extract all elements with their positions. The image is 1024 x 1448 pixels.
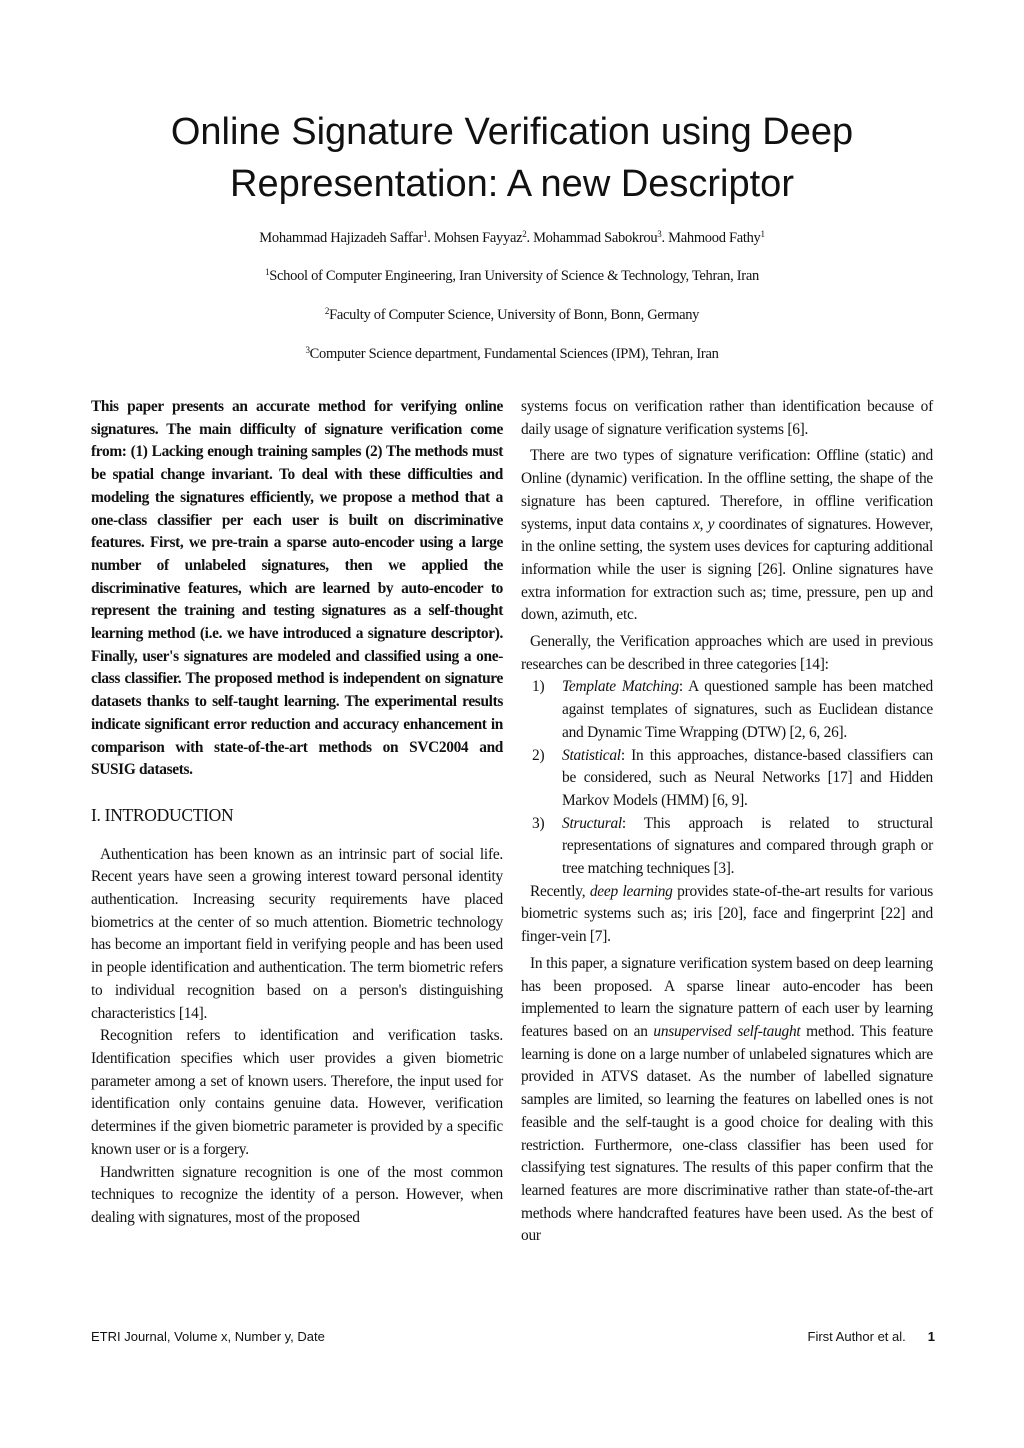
body-paragraph: Recently, deep learning provides state-of-the-art results for various biometric systems such as; iris [20], face and fingerprint [22] and finger-vein [7]. — [521, 882, 933, 946]
left-column — [91, 396, 503, 1230]
title-line-2: Representation: A new Descriptor — [230, 163, 794, 205]
title-line-1: Online Signature Verification using Deep — [170, 111, 854, 153]
intro-paragraph: Authentication has been known as an intrinsic part of social life. Recent years have seen a growing interest toward personal identity authentication. Increasing security requirements have placed biometrics at the center of so much attention. Biometric technology has become an important field in verifying people and has been used in people identification and authentication. The term biometric refers to individual recognition based on a person's distinguishing characteristics [14]. — [91, 845, 503, 1022]
body-paragraph: Generally, the Verification approaches which are used in previous researches can be described in three categories [14]: — [521, 633, 933, 673]
author-name: Mohsen Fayyaz — [433, 230, 523, 246]
author-affiliation-mark: 1 — [423, 229, 428, 239]
list-item: 3) Structural: This approach is related to structural representations of signatures and compared through graph or tree matching techniques [3]. — [532, 814, 933, 878]
intro-paragraph: Handwritten signature recognition is one of the most common techniques to recognize the identity of a person. However, when dealing with signatures, most of the proposed — [91, 1163, 503, 1226]
author-name: Mohammad Hajizadeh Saffar — [259, 230, 424, 246]
list-number: 1) — [532, 678, 545, 696]
section-heading-introduction: I. INTRODUCTION — [91, 804, 234, 825]
author-name: Mahmood Fathy — [668, 230, 761, 246]
affiliation-2: $^2$Faculty of Computer Science, University of Bonn, Bonn, Germany — [324, 306, 700, 323]
right-column — [521, 396, 933, 1248]
list-item: 1) Template Matching: A questioned sample has been matched against templates of signatures, such as Euclidean distance and Dynamic Time Wrapping (DTW) [2, 6, 26]. — [532, 678, 933, 741]
affiliation-1: $^1$School of Computer Engineering, Iran University of Science & Technology, Tehran, Iran — [265, 267, 759, 284]
paper-title — [90, 106, 934, 210]
body-paragraph: In this paper, a signature verification system based on deep learning has been proposed. A sparse linear auto-encoder has been implemented to learn the signature pattern of each user by learning features based on an unsupervised self-taught method. This feature learning is done on a large number of unlabeled signatures which are provided in ATVS dataset. As the number of labelled signature samples are limited, so learning the features on labelled ones is not feasible and the self-taught is a good choice for dealing with this restriction. Furthermore, one-class classifier has been used for classifying test signatures. The results of this paper confirm that the learned features are more discriminative rather than state-of-the-art methods where handcrafted features have been used. As the best of our — [521, 954, 933, 1245]
author-affiliation-mark: 1 — [760, 229, 765, 239]
page-number: 1 — [927, 1329, 935, 1344]
affiliation-3: $^3$Computer Science department, Fundamental Sciences (IPM), Tehran, Iran — [305, 345, 719, 362]
author-affiliation-mark: 2 — [522, 229, 527, 239]
author-name: Mohammad Sabokrou — [533, 230, 658, 246]
author-affiliation-mark: 3 — [657, 229, 662, 239]
body-paragraph: systems focus on verification rather than identification because of daily usage of signature verification systems [6]. — [521, 398, 933, 438]
body-paragraph: There are two types of signature verification: Offline (static) and Online (dynamic) verification. In the offline setting, the shape of the signature has been captured. Therefore, in offline verification systems, input data contains x, y coordinates of signatures. However, in the online setting, the system uses devices for capturing additional information while the user is signing [26]. Online signatures have extra information for extraction such as; time, pressure, pen up and down, azimuth, etc. — [521, 447, 933, 624]
list-term: Template Matching — [562, 678, 679, 696]
list-term: Statistical — [562, 746, 621, 764]
footer-journal: ETRI Journal, Volume x, Number y, Date — [91, 1329, 325, 1344]
list-number: 3) — [532, 814, 545, 832]
author-list: Mohammad Hajizadeh Saffar$^1$. Mohsen Fayyaz$^2$. Mohammad Sabokrou$^3$. Mahmood Fathy$^1$ — [259, 229, 765, 246]
abstract: This paper presents an accurate method for verifying online signatures. The main difficulty of signature verification come from: (1) Lacking enough training samples (2) The methods must be spatial change invariant. To deal with these difficulties and modeling the signatures efficiently, we propose a method that a one-class classifier per each user is built on discriminative features. First, we pre-train a sparse auto-encoder using a large number of unlabeled signatures, then we applied the discriminative features, which are learned by auto-encoder to represent the training and testing signatures as a self-thought learning method (i.e. we have introduced a signature descriptor). Finally, user's signatures are modeled and classified using a one-class classifier. The proposed method is independent on signature datasets thanks to self-taught learning. The experimental results indicate significant error reduction and accuracy enhancement in comparison with state-of-the-art methods on SVC2004 and SUSIG datasets. — [91, 398, 503, 779]
list-term: Structural — [562, 814, 622, 832]
intro-paragraph: Recognition refers to identification and verification tasks. Identification specifies which user provides a given biometric parameter among a set of known users. Therefore, the input used for identification only contains genuine data. However, verification determines if the given biometric parameter is provided by a specific known user or is a forgery. — [91, 1027, 503, 1158]
footer-author: First Author et al. — [807, 1329, 906, 1344]
list-number: 2) — [532, 746, 545, 764]
footer-right — [808, 1329, 936, 1344]
list-item: 2) Statistical: In this approaches, distance-based classifiers can be considered, such as Neural Networks [17] and Hidden Markov Models (HMM) [6, 9]. — [532, 746, 933, 809]
